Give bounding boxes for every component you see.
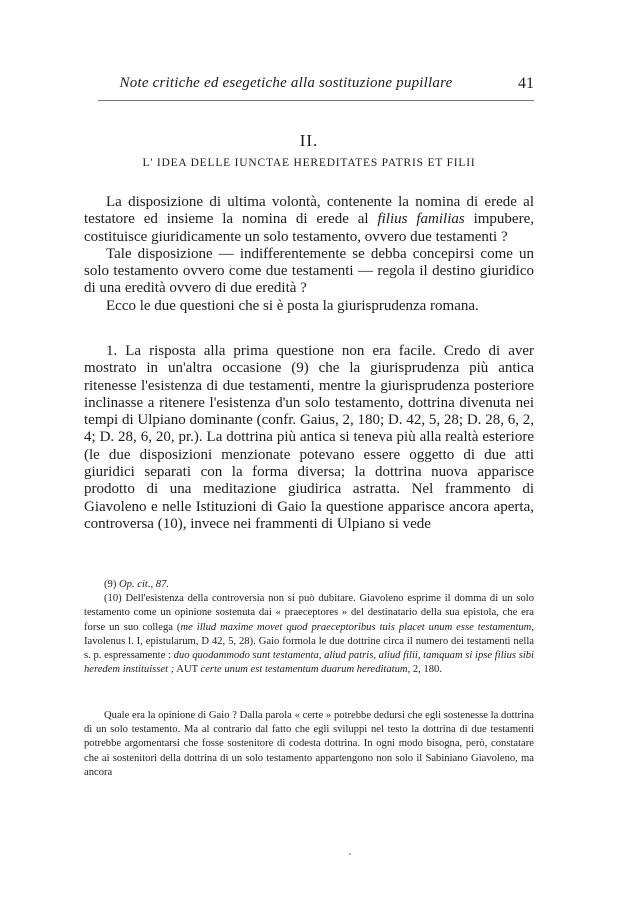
running-head (84, 75, 488, 92)
section-title: L' IDEA DELLE IUNCTAE HEREDITATES PATRIS ET FILII (142, 157, 476, 169)
text-run: La disposizione di ultima volontà, contenente la nomina di erede al testatore ed insieme la nomina di erede al (84, 194, 534, 228)
page-number: 41 (518, 75, 534, 92)
section-numeral: II. (299, 131, 319, 150)
paper-speck (349, 853, 351, 855)
paragraph-number: 1. (106, 343, 118, 359)
footnote-ref-9: 9 (296, 360, 304, 377)
text-run: Dell'esistenza della controversia non si può dubitare. Giavoleno esprime il domma di un solo testamento come un opinione sostenuta dai « praeceptores » del destinatario della sua epistola, che era forse un suo collega ( (84, 593, 534, 633)
text-run: Iavolenus l. I, epistularum, D 42, 5, 28). Gaio formola le due dottrine circa il numero dei testamenti nella s. p. espressamente : (84, 635, 534, 662)
text-run: ), invece nei frammenti di Ulpiano si vede (177, 515, 431, 532)
text-italic: filius familias (377, 211, 465, 228)
paragraph (84, 194, 534, 246)
header-rule (98, 100, 534, 101)
text-run: impubere, costituisce giuridicamente un solo testamento, ovvero due testamenti ? (84, 211, 534, 245)
body-text-intro (84, 194, 534, 315)
footnote-number: (10) (104, 593, 122, 605)
text-italic: certe unum est testamentum duarum hereditatum, (200, 664, 411, 676)
running-title: Note critiche ed esegetiche alla sostituzione pupillare (119, 75, 453, 91)
footnote-text: Op. cit., 87. (119, 579, 170, 590)
footnotes (84, 578, 534, 677)
footnote-10 (84, 592, 534, 677)
body-text-section-1 (84, 343, 534, 533)
text-run: ) che la giurisprudenza più antica ritenesse l'esistenza di due testamenti, mentre la giurisprudenza posteriore inclinasse a ritenere l'esistenza d'un solo testamento, dottrina divenuta nei tempi di Ulpiano dominante (confr. Gaius, 2, 180; D. 42, 5, 28; D. 28, 6, 2, 4; D. 28, 6, 20, pr.). La dottrina più antica si teneva più alla realtà esteriore (le due disposizioni menzionate potevano essere oggetto di due atti giuridici separati con la forma diversa; la dottrina nuova apparisce prodotto di una meditazione giudirica astratta. Nel frammento di Giavoleno e nelle Istituzioni di Gaio la questione apparisce ancora aperta, controversa ( (84, 360, 535, 532)
footnote-9 (84, 578, 534, 592)
text-run: La risposta alla prima questione non era facile. Credo di aver mostrato in un'altra occasione ( (84, 343, 534, 377)
text-italic: duo quodammodo sunt testamenta, aliud patris, aliud filii, tamquam si ipse filius sibi heredem instituisset ; (84, 650, 534, 676)
footnote-paragraph: Quale era la opinione di Gaio ? Dalla parola « certe » potrebbe dedursi che egli sostenesse la dottrina di un solo testamento. Ma al contrario dal fatto che egli sviluppi nel testo la dottrina di due testamenti potrebbe argomentarsi che fosse sostenitore di codesta dottrina. In ogni modo bisogna, però, constatare che ai sostenitori della dottrina di un solo testamento appartengono non solo il Sabiniano Giavoleno, ma ancora (84, 710, 534, 778)
paragraph: Tale disposizione — indifferentemente se debba concepirsi come un solo testamento ovvero come due testamenti — regola il destino giuridico di una eredità ovvero di due eredità ? (84, 245, 534, 297)
paragraph: Ecco le due questioni che si è posta la giurisprudenza romana. (106, 297, 479, 314)
footnote-continuation (84, 709, 534, 780)
text-italic: me illud maxime movet quod praeceptoribus tuis placet unum esse testamentum, (180, 621, 534, 633)
paragraph (84, 343, 534, 533)
footnote-ref-10: 10 (162, 515, 178, 532)
text-run: 2, 180. (410, 664, 442, 676)
text-run: AUT (174, 664, 201, 676)
footnote-number: (9) (104, 579, 117, 590)
